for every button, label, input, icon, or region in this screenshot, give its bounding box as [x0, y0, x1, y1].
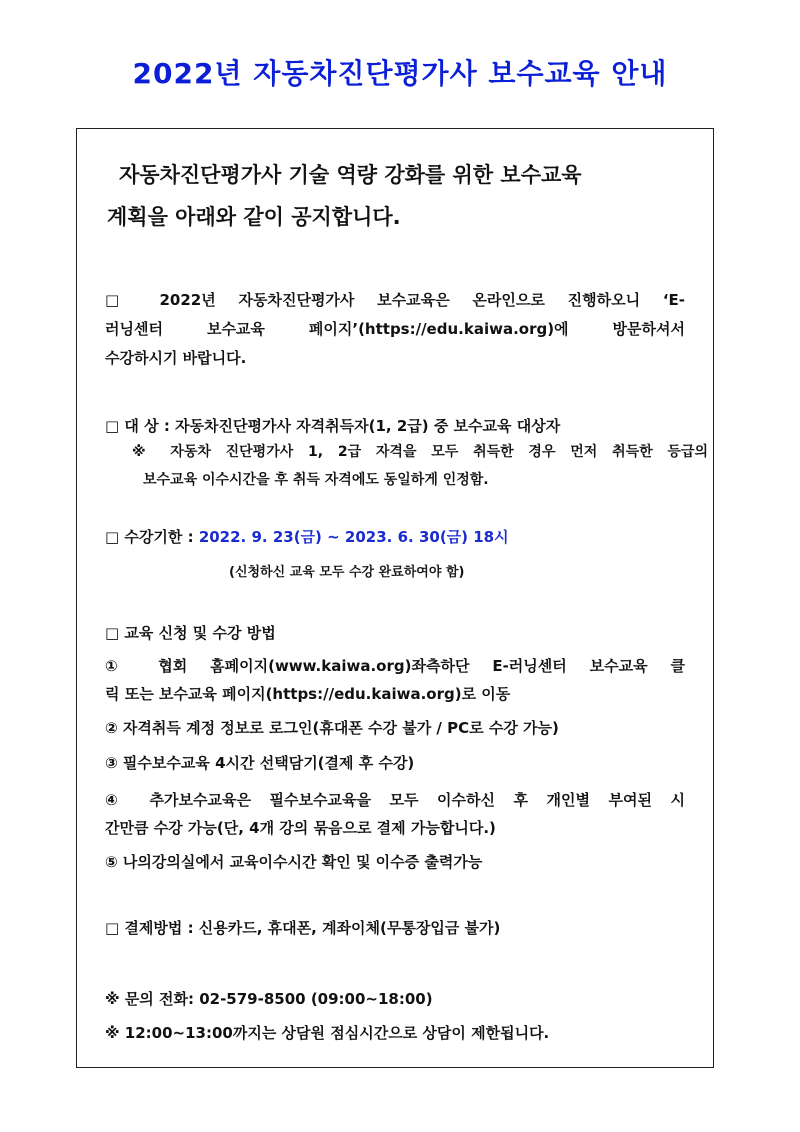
- method-step-2: ② 자격취득 계정 정보로 로그인(휴대폰 수강 불가 / PC로 수강 가능): [105, 719, 559, 737]
- target-line: □ 대 상 : 자동차진단평가사 자격취득자(1, 2급) 중 보수교육 대상자: [105, 417, 561, 435]
- method-step-3: ③ 필수보수교육 4시간 선택담기(결제 후 수강): [105, 754, 415, 772]
- payment-line: □ 결제방법 : 신용카드, 휴대폰, 계좌이체(무통장입금 불가): [105, 919, 501, 937]
- method-step-1-line-2: 릭 또는 보수교육 페이지(https://edu.kaiwa.org)로 이동: [105, 685, 511, 703]
- period-value: 2022. 9. 23(금) ~ 2023. 6. 30(금) 18시: [198, 528, 509, 546]
- period-label: □ 수강기한 :: [105, 528, 199, 546]
- period-line: [105, 520, 509, 554]
- intro-line-2: 계획을 아래와 같이 공지합니다.: [107, 205, 401, 229]
- contact-lunch: ※ 12:00~13:00까지는 상담원 점심시간으로 상담이 제한됩니다.: [105, 1024, 550, 1042]
- intro-line-1: 자동차진단평가사 기술 역량 강화를 위한 보수교육: [119, 163, 582, 187]
- online-line-3: 수강하시기 바랍니다.: [105, 349, 247, 367]
- method-heading: □ 교육 신청 및 수강 방법: [105, 624, 276, 642]
- online-line-2: 러닝센터 보수교육 페이지’(https://edu.kaiwa.org)에 방문하셔서: [105, 320, 685, 338]
- notice-box: [76, 128, 714, 1068]
- target-note-2: 보수교육 이수시간을 후 취득 자격에도 동일하게 인정함.: [143, 472, 489, 488]
- method-step-4-line-2: 간만큼 수강 가능(단, 4개 강의 묶음으로 결제 가능합니다.): [105, 819, 496, 837]
- method-step-5: ⑤ 나의강의실에서 교육이수시간 확인 및 이수증 출력가능: [105, 853, 483, 871]
- method-step-1-line-1: ① 협회 홈페이지(www.kaiwa.org)좌측하단 E-러닝센터 보수교육 클: [105, 657, 685, 675]
- target-note-1: ※ 자동차 진단평가사 1, 2급 자격을 모두 취득한 경우 먼저 취득한 등급의: [132, 444, 708, 460]
- period-note: (신청하신 교육 모두 수강 완료하여야 함): [229, 565, 465, 580]
- contact-phone: ※ 문의 전화: 02-579-8500 (09:00~18:00): [105, 990, 433, 1008]
- online-line-1: □ 2022년 자동차진단평가사 보수교육은 온라인으로 진행하오니 ‘E-: [105, 291, 685, 309]
- page-title: 2022년 자동차진단평가사 보수교육 안내: [132, 57, 668, 90]
- method-step-4-line-1: ④ 추가보수교육은 필수보수교육을 모두 이수하신 후 개인별 부여된 시: [105, 791, 685, 809]
